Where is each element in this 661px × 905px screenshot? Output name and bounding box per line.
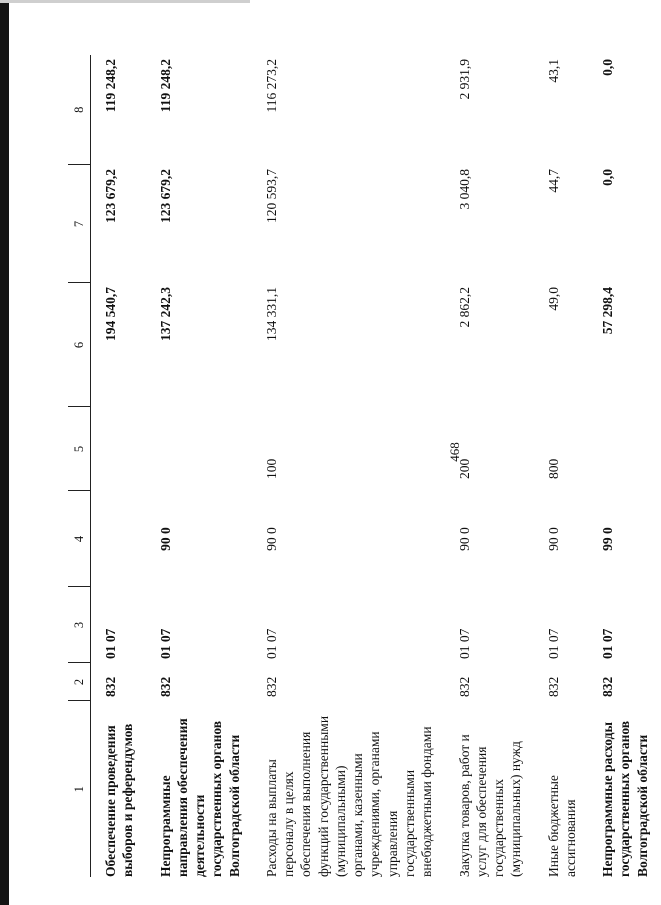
cell-amount-1: 137 242,3	[157, 287, 173, 341]
cell-amount-3: 119 248,2	[103, 59, 118, 113]
cell-section: 01 07	[600, 628, 616, 659]
cell-amount-1: 57 298,4	[600, 287, 616, 335]
cell-code: 832	[263, 676, 279, 697]
cell-code: 832	[103, 676, 118, 697]
table-row	[535, 55, 590, 877]
cell-program: 90 0	[456, 527, 472, 551]
cell-code: 832	[456, 676, 472, 697]
cell-section: 01 07	[456, 628, 472, 659]
cell-section: 01 07	[263, 628, 279, 659]
column-header: 1	[68, 701, 91, 877]
table-row	[446, 55, 535, 877]
cell-type	[91, 407, 147, 491]
column-header: 4	[68, 491, 91, 587]
cell-section: 01 07	[545, 628, 561, 659]
cell-amount-1: 2 862,2	[456, 287, 472, 328]
row-name: Расходы на выплаты персоналу в целях обеспечения выполнения функций государственными (муниципальными) органами, казенными учреждениями, органами управления государственными внебюджетными фондами	[263, 715, 435, 877]
row-name: Непрограммные расходы государственных органов Волгоградской области	[600, 720, 650, 877]
table-row	[91, 55, 147, 877]
cell-amount-2: 120 593,7	[263, 169, 279, 223]
cell-amount-2: 44,7	[545, 169, 561, 193]
cell-type: 100	[263, 458, 279, 479]
cell-type: 800	[545, 458, 561, 479]
cell-amount-3: 116 273,2	[263, 59, 279, 113]
column-header: 6	[68, 283, 91, 407]
cell-amount-3: 119 248,2	[157, 59, 173, 113]
cell-amount-3: 2 931,9	[456, 59, 472, 100]
table-row	[589, 55, 661, 877]
cell-amount-2: 123 679,2	[103, 169, 118, 223]
header-row	[68, 55, 91, 877]
cell-code: 832	[157, 676, 173, 697]
column-header: 7	[68, 165, 91, 283]
cell-amount-3: 43,1	[545, 59, 561, 83]
cell-section: 01 07	[103, 628, 118, 659]
row-name: Закупка товаров, работ и услуг для обеспечения государственных (муниципальных) нужд	[456, 734, 524, 877]
cell-amount-1: 134 331,1	[263, 287, 279, 341]
cell-amount-2: 123 679,2	[157, 169, 173, 223]
scan-top-edge	[0, 0, 250, 3]
cell-code: 832	[545, 676, 561, 697]
column-header: 2	[68, 663, 91, 701]
table-row	[147, 55, 253, 877]
cell-amount-1: 194 540,7	[103, 287, 118, 341]
page-number: 468	[447, 442, 462, 462]
cell-program: 90 0	[263, 527, 279, 551]
cell-type	[589, 407, 661, 491]
column-header: 8	[68, 55, 91, 165]
column-header: 5	[68, 407, 91, 491]
cell-amount-3: 0,0	[600, 59, 616, 76]
cell-type	[147, 407, 253, 491]
cell-program: 90 0	[157, 527, 173, 551]
budget-table	[68, 55, 661, 877]
cell-code: 832	[600, 676, 616, 697]
row-name: Обеспечение проведения выборов и референдумов	[103, 723, 136, 877]
row-name: Иные бюджетные ассигнования	[545, 775, 578, 877]
cell-amount-1: 49,0	[545, 287, 561, 311]
cell-amount-2: 0,0	[600, 169, 616, 186]
rotated-table-container	[68, 55, 650, 877]
scan-edge	[0, 0, 9, 905]
cell-program	[91, 491, 147, 587]
cell-type: 200	[456, 458, 472, 479]
column-header: 3	[68, 587, 91, 663]
cell-program: 99 0	[600, 527, 616, 551]
row-name: Непрограммные направления обеспечения деятельности государственных органов Волгоградской области	[157, 718, 242, 877]
table-row	[253, 55, 446, 877]
cell-program: 90 0	[545, 527, 561, 551]
cell-section: 01 07	[157, 628, 173, 659]
cell-amount-2: 3 040,8	[456, 169, 472, 210]
